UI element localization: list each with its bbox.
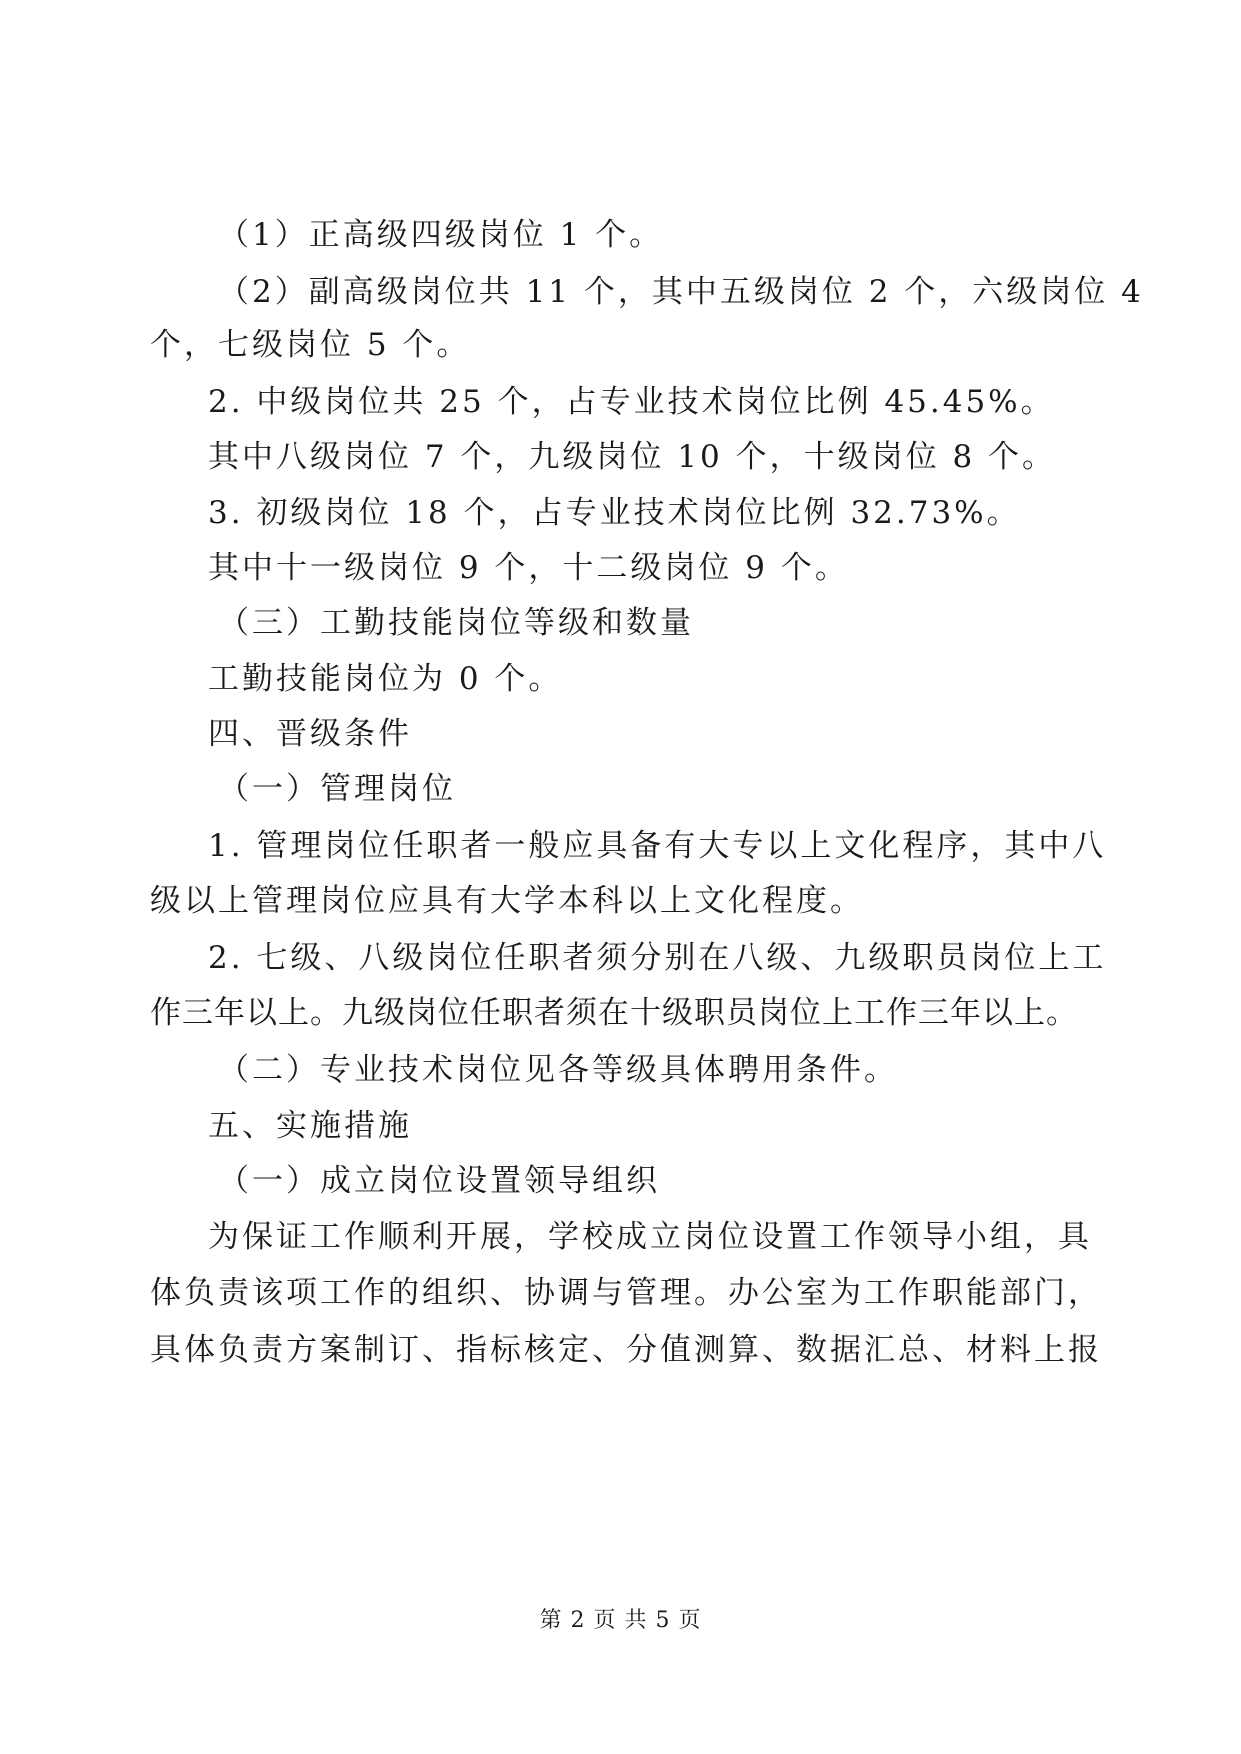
text-line: 2. 中级岗位共 25 个，占专业技术岗位比例 45.45%。 [208,384,1055,420]
text-line: 其中八级岗位 7 个，九级岗位 10 个，十级岗位 8 个。 [208,439,1057,475]
page-number-footer: 第 2 页 共 5 页 [539,1608,702,1633]
text-line: 其中十一级岗位 9 个，十二级岗位 9 个。 [208,550,849,586]
text-line: （1）正高级四级岗位 1 个。 [218,217,664,253]
text-line: 工勤技能岗位为 0 个。 [208,661,563,697]
text-line: 3. 初级岗位 18 个，占专业技术岗位比例 32.73%。 [208,495,1021,531]
section-heading: （三）工勤技能岗位等级和数量 [218,605,694,641]
section-heading: 五、实施措施 [208,1108,412,1144]
section-heading: （一）成立岗位设置领导组织 [218,1163,660,1199]
text-line: 作三年以上。九级岗位任职者须在十级职员岗位上工作三年以上。 [150,995,1078,1031]
text-line: （2）副高级岗位共 11 个，其中五级岗位 2 个，六级岗位 4 [218,274,1144,310]
text-line: 个，七级岗位 5 个。 [150,327,471,363]
section-heading: 四、晋级条件 [208,716,412,752]
section-heading: （一）管理岗位 [218,771,456,807]
text-line: 为保证工作顺利开展，学校成立岗位设置工作领导小组，具 [208,1219,1092,1255]
text-line: 级以上管理岗位应具有大学本科以上文化程度。 [150,883,864,919]
text-line: （二）专业技术岗位见各等级具体聘用条件。 [218,1052,898,1088]
text-line: 具体负责方案制订、指标核定、分值测算、数据汇总、材料上报 [150,1332,1102,1368]
text-line: 2. 七级、八级岗位任职者须分别在八级、九级职员岗位上工 [208,940,1107,976]
text-line: 体负责该项工作的组织、协调与管理。办公室为工作职能部门， [150,1275,1102,1311]
text-line: 1. 管理岗位任职者一般应具备有大专以上文化程序，其中八 [208,828,1107,864]
